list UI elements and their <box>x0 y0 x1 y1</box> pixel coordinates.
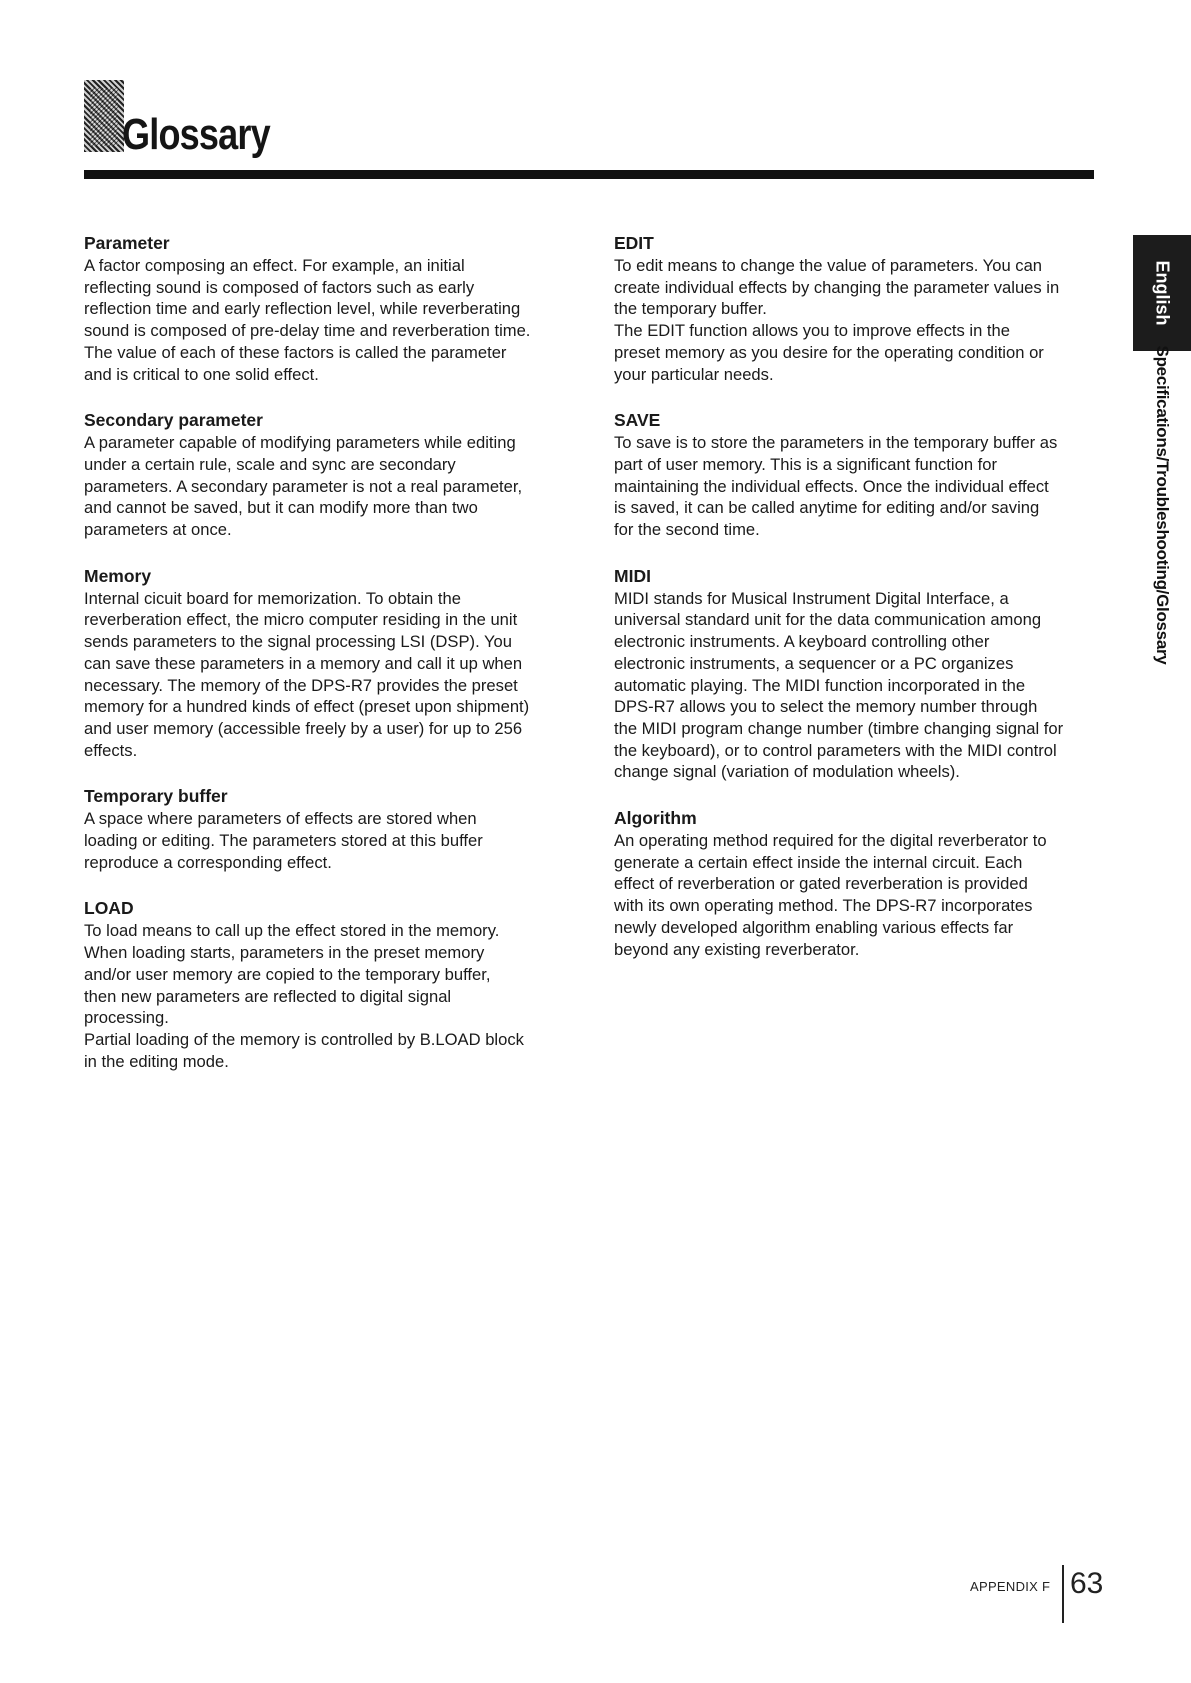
glossary-right-column <box>614 232 1094 984</box>
page-header <box>84 80 1084 180</box>
glossary-entry <box>84 232 564 385</box>
glossary-definition: An operating method required for the digital reverberator to generate a certain effect inside the internal circuit. Each effect of reverberation or gated reverberation is provided with its own operating method. The DPS-R7 incorporates newly developed algorithm enabling various effects far beyond any existing reverberator. <box>614 831 1047 959</box>
glossary-entry <box>614 807 1094 960</box>
glossary-entry <box>614 565 1094 783</box>
title-rule <box>84 170 1094 179</box>
title-marker-graphic <box>84 80 124 152</box>
glossary-left-column <box>84 232 564 1096</box>
glossary-definition: To edit means to change the value of parameters. You can create individual effects by changing the parameter values in the temporary buffer. The EDIT function allows you to improve effects in the preset memory as you desire for the operating condition or your particular needs. <box>614 256 1060 384</box>
glossary-entry <box>84 565 564 762</box>
glossary-definition: A space where parameters of effects are stored when loading or editing. The parameters stored at this buffer reproduce a corresponding effect. <box>84 809 483 872</box>
page-title: Glossary <box>122 110 270 159</box>
glossary-entry <box>614 409 1094 541</box>
glossary-term: Temporary buffer <box>84 786 228 807</box>
glossary-entry <box>84 785 564 873</box>
glossary-definition: A factor composing an effect. For example, an initial reflecting sound is composed of factors such as early reflection time and early reflection level, while reverberating sound is composed of pre-delay time and reverberation time. The value of each of these factors is called the parameter and is critical to one solid effect. <box>84 256 531 384</box>
footer-section-label: APPENDIX F <box>970 1579 1051 1594</box>
glossary-term: MIDI <box>614 565 651 586</box>
glossary-entry <box>614 232 1094 385</box>
glossary-entry <box>84 409 564 541</box>
glossary-entry <box>84 897 564 1072</box>
page-footer <box>970 1565 1120 1635</box>
footer-divider <box>1062 1565 1064 1623</box>
language-tab <box>1133 235 1191 351</box>
section-tab <box>1133 345 1191 665</box>
glossary-term: Memory <box>84 565 152 586</box>
glossary-term: Secondary parameter <box>84 410 263 431</box>
glossary-definition: A parameter capable of modifying parameters while editing under a certain rule, scale and sync are secondary parameters. A secondary parameter is not a real parameter, and cannot be saved, but it can modify more than two parameters at once. <box>84 433 523 540</box>
language-tab-label: English <box>1152 260 1173 326</box>
page-number: 63 <box>1070 1567 1104 1600</box>
section-tab-label: Specifications/Troubleshooting/Glossary <box>1153 345 1172 665</box>
glossary-term: Parameter <box>84 233 170 253</box>
glossary-definition: Internal cicuit board for memorization. To obtain the reverberation effect, the micro computer residing in the unit sends parameters to the signal processing LSI (DSP). You can save these parameters in a memory and call it up when necessary. The memory of the DPS-R7 provides the preset memory for a hundred kinds of effect (preset upon shipment) and user memory (accessible freely by a user) for up to 256 effects. <box>84 588 530 760</box>
glossary-definition: To save is to store the parameters in the temporary buffer as part of user memory. This is a significant function for maintaining the individual effects. Once the individual effect is saved, it can be called anytime for editing and/or saving for the second time. <box>614 433 1058 540</box>
glossary-term: LOAD <box>84 898 134 919</box>
glossary-term: SAVE <box>614 410 661 431</box>
glossary-definition: MIDI stands for Musical Instrument Digital Interface, a universal standard unit for the data communication among electronic instruments. A keyboard controlling other electronic instruments, a sequencer or a PC organizes automatic playing. The MIDI function incorporated in the DPS-R7 allows you to select the memory number through the MIDI program change number (timbre changing signal for the keyboard), or to control parameters with the MIDI control change signal (variation of modulation wheels). <box>614 588 1064 782</box>
glossary-term: EDIT <box>614 233 654 253</box>
glossary-definition: To load means to call up the effect stored in the memory. When loading starts, parameters in the preset memory and/or user memory are copied to the temporary buffer, then new parameters are reflected to digital signal processing. Partial loading of the memory is controlled by B.LOAD block in the editing mode. <box>84 921 524 1071</box>
glossary-term: Algorithm <box>614 808 697 829</box>
